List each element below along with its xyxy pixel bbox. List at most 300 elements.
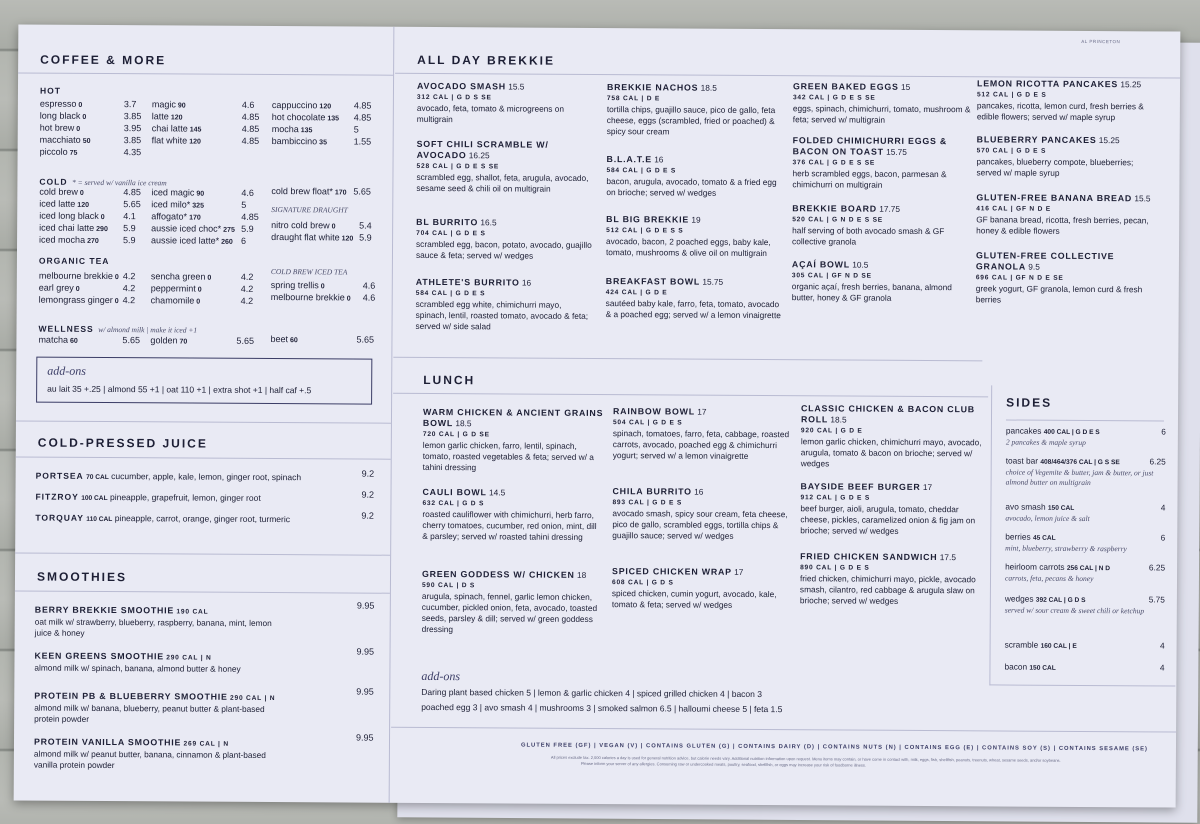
drink-name (39, 187, 83, 197)
menu-item-calories: 920 CAL | G D E (800, 427, 863, 435)
divider (16, 456, 391, 459)
menu-item-calories: 758 CAL | D E (606, 95, 661, 103)
drink-price: 5.4 (359, 220, 372, 231)
drink-calories: 90 (196, 190, 205, 198)
drink-price: 4.2 (240, 283, 254, 294)
menu-item-calories: 590 CAL | D S (421, 581, 476, 590)
drink-name (271, 292, 351, 302)
drink-calories: 0 (76, 125, 81, 133)
signature-draught-label: SIGNATURE DRAUGHT (271, 205, 348, 215)
menu-item-calories: 720 CAL | G D SE (422, 430, 490, 439)
drink-calories: 50 (82, 137, 91, 145)
drink-calories: 0 (207, 274, 212, 282)
drink-name (152, 111, 183, 121)
divider (393, 393, 988, 398)
side-description: mint, blueberry, strawberry & raspberry (1005, 543, 1127, 554)
juice-description: pineapple, carrot, orange, ginger root, turmeric (114, 513, 291, 525)
menu-item-description: half serving of both avocado smash & GF collective granola (792, 225, 945, 247)
drink-label: affogato* (151, 211, 188, 222)
juice-item (35, 513, 290, 525)
menu-item-price: 15.5 (508, 81, 525, 92)
coffee-addons-box (36, 357, 372, 405)
drink-price: 4.2 (122, 283, 136, 294)
drink-name (38, 335, 77, 345)
menu-item (423, 407, 605, 474)
menu-item-description: avocado, feta, tomato & microgreens on multigrain (416, 102, 565, 125)
drink-label: cold brew (39, 186, 78, 197)
menu-item-description: bacon, arugula, avocado, tomato & a fried egg on brioche; served w/ wedges (606, 176, 777, 198)
menu-item-description: roasted cauliflower with chimichurri, herb farro, cherry tomatoes, cucumber, red onion, mint, dill & parsley; served w/ roasted tahini dressing (422, 508, 597, 542)
side-name: scramble (1004, 639, 1039, 650)
menu-item-description: GF banana bread, ricotta, fresh berries, pecan, honey & edible flowers (976, 214, 1149, 236)
drink-price: 5.65 (236, 335, 255, 346)
drink-calories: 260 (221, 238, 233, 246)
menu-item-price: 16 (521, 277, 532, 288)
menu-item (416, 139, 594, 195)
drink-label: flat white (151, 135, 188, 146)
drink-calories: 0 (75, 285, 80, 293)
side-item (1005, 561, 1171, 584)
side-name: berries (1005, 531, 1031, 542)
drink-label: chai latte (151, 123, 188, 134)
menu-item-name: ATHLETE'S BURRITO (415, 276, 520, 288)
drink-price: 3.85 (123, 111, 142, 122)
drink-price: 5.65 (123, 199, 141, 210)
menu-item (793, 81, 971, 126)
drink-price: 5.9 (123, 235, 136, 246)
side-header (1006, 425, 1172, 438)
menu-item-name: GREEN GODDESS W/ CHICKEN (422, 568, 575, 580)
lunch-addons-title: add-ons (421, 668, 461, 684)
juice-name: FITZROY (35, 491, 79, 502)
drink-calories: 135 (300, 127, 313, 135)
menu-item-price: 15.75 (886, 146, 907, 157)
menu-item-name: RAINBOW BOWL (612, 406, 695, 417)
menu-item-name: GREEN BAKED EGGS (792, 81, 899, 92)
drink-calories: 120 (189, 138, 201, 146)
juice-item (36, 471, 302, 483)
juice-calories: 70 CAL (86, 473, 109, 482)
drink-name (272, 100, 331, 110)
menu-item-price: 16.5 (480, 217, 497, 228)
menu-item-price: 18.5 (700, 82, 717, 93)
brekkie-section-title: ALL DAY BREKKIE (417, 52, 556, 68)
menu-item-price: 10.5 (852, 259, 869, 270)
drink-price: 5.65 (353, 186, 371, 197)
divider (18, 72, 393, 75)
menu-item (792, 135, 970, 191)
drink-calories: 35 (319, 139, 328, 147)
drinks-column (14, 24, 395, 802)
menu-item-calories: 305 CAL | GF N D SE (791, 272, 872, 280)
menu-item-calories: 912 CAL | G D E S (800, 494, 871, 502)
side-price: 6.25 (1148, 562, 1166, 573)
smoothies-section-title: SMOOTHIES (36, 569, 128, 585)
menu-item-calories: 584 CAL | G D E S (606, 167, 677, 175)
drink-label: matcha (38, 334, 69, 345)
side-item (1005, 593, 1171, 616)
drink-calories: 275 (223, 226, 235, 234)
divider (395, 73, 1180, 79)
drink-label: aussie iced latte* (151, 235, 220, 246)
side-item (1004, 661, 1170, 674)
menu-item-price: 16 (694, 486, 704, 497)
menu-item-calories: 512 CAL | G D E S (976, 91, 1047, 99)
drink-name (152, 123, 202, 133)
menu-item-name: AÇAÍ BOWL (791, 259, 850, 270)
menu-item-description: spinach, tomatoes, farro, feta, cabbage, roasted carrots, avocado, poached egg & chimichurri yogurt; served w/ a lemon vinaigrette (612, 428, 790, 461)
menu-item-name: B.L.A.T.E (606, 154, 652, 165)
side-header (1005, 531, 1171, 544)
side-header (1005, 561, 1171, 574)
smoothie-item (34, 737, 284, 773)
drink-price: 4.85 (241, 211, 259, 222)
juice-calories: 110 CAL (86, 515, 113, 524)
menu-item-description: tortilla chips, guajillo sauce, pico de gallo, feta cheese, eggs (scrambled, fried or poached) & spicy sour cream (606, 104, 776, 137)
menu-item-price: 17.75 (879, 203, 901, 214)
drink-label: bambiccino (271, 136, 318, 147)
smoothie-description: oat milk w/ strawberry, blueberry, raspberry, banana, mint, lemon juice & honey (34, 616, 272, 638)
menu-item (422, 569, 604, 636)
side-calories: 45 CAL (1032, 534, 1056, 542)
menu-item-price: 14.5 (489, 487, 506, 498)
drink-name (39, 235, 99, 245)
drink-label: melbourne brekkie (38, 270, 113, 282)
smoothie-price: 9.95 (356, 600, 375, 611)
menu-item-description: eggs, spinach, chimichurri, tomato, mushroom & feta; served w/ multigrain (792, 103, 971, 125)
drink-label: earl grey (38, 282, 74, 293)
drink-name (39, 223, 108, 233)
menu-item-description: lemon garlic chicken, chimichurri mayo, avocado, arugula, tomato & bacon on brioche; served w/ wedges (800, 436, 982, 469)
drink-price: 5 (353, 124, 359, 135)
menu-item (612, 486, 794, 542)
drink-label: mocha (271, 124, 299, 135)
juice-name: PORTSEA (35, 470, 84, 481)
menu-item-name: BREKKIE BOARD (792, 203, 878, 214)
menu-item (800, 551, 982, 607)
drink-label: espresso (39, 98, 77, 109)
menu-item-calories: 632 CAL | G D S (422, 499, 485, 508)
side-item (1006, 425, 1172, 448)
drink-calories: 170 (334, 189, 347, 197)
drink-label: hot brew (39, 122, 75, 133)
menu-item-name: CAULI BOWL (422, 486, 487, 498)
drink-label: beet (270, 334, 289, 345)
drink-name (40, 135, 91, 145)
side-description: avocado, lemon juice & salt (1005, 513, 1090, 524)
drink-name (151, 295, 200, 305)
drink-name (39, 295, 119, 305)
menu-item-name: CHILA BURRITO (612, 486, 692, 497)
menu-item-name: LEMON RICOTTA PANCAKES (977, 78, 1119, 90)
side-price: 6 (1161, 426, 1166, 437)
smoothie-price: 9.95 (356, 686, 374, 697)
drink-calories: 0 (82, 113, 87, 121)
menu-item (606, 154, 784, 199)
menu-item-description: fried chicken, chimichurri mayo, pickle, avocado smash, cilantro, red cabbage & arugula slaw on brioche; served w/ wedges (799, 573, 976, 606)
drink-label: iced magic (151, 187, 195, 198)
drink-label: golden (150, 335, 178, 346)
drink-calories: 0 (346, 295, 351, 303)
drink-price: 4.85 (241, 111, 260, 122)
drink-price: 4.85 (353, 100, 372, 111)
side-description: choice of Vegemite & butter, jam & butter, or just almond butter on multigrain (1005, 467, 1154, 488)
juice-description: cucumber, apple, kale, lemon, ginger root, spinach (111, 471, 302, 483)
menu-item (801, 403, 983, 470)
juice-description: pineapple, grapefruit, lemon, ginger root (109, 492, 261, 503)
juice-calories: 100 CAL (81, 494, 108, 503)
menu-item-price: 18.5 (830, 414, 847, 425)
side-calories: 392 CAL | G D S (1035, 596, 1086, 604)
juice-item (35, 492, 260, 503)
divider (15, 590, 390, 593)
drink-calories: 0 (100, 213, 105, 221)
drink-label: iced latte (39, 198, 76, 209)
drink-name (40, 99, 82, 109)
side-item (1006, 455, 1172, 488)
drink-name (270, 334, 297, 344)
drink-name (152, 135, 201, 145)
drink-price: 3.7 (123, 99, 137, 110)
menu-item-price: 19 (691, 214, 701, 225)
smoothie-item (35, 605, 285, 641)
menu-item-description: sautéed baby kale, farro, feta, tomato, avocado & a poached egg; served w/ a lemon vinaigrette (605, 298, 781, 321)
drink-name (150, 335, 187, 345)
menu-item-name: BLUEBERRY PANCAKES (976, 134, 1097, 146)
header-note: AL PRINCETON (1081, 38, 1121, 45)
drink-price: 4.2 (122, 295, 136, 306)
drink-price: 4.6 (362, 280, 376, 291)
menu-item-price: 9.5 (1028, 261, 1040, 272)
drink-calories: 0 (78, 101, 83, 109)
drink-price: 4.85 (241, 135, 260, 146)
side-calories: 256 CAL | N D (1066, 564, 1111, 573)
drink-price: 5.65 (356, 334, 375, 345)
menu-item-price: 15.25 (1120, 79, 1142, 90)
menu-item (416, 217, 594, 262)
menu-item-name: BL BURRITO (416, 216, 479, 228)
side-name: avo smash (1005, 501, 1046, 512)
drink-calories: 325 (192, 202, 204, 210)
smoothie-name: PROTEIN VANILLA SMOOTHIE (33, 736, 182, 748)
menu-item-description: arugula, spinach, fennel, garlic lemon chicken, cucumber, pickled onion, feta, avocado, toasted seeds, parsley & dill; served w/ green goddess dressing (421, 590, 598, 635)
menu-item-description: scrambled egg, bacon, potato, avocado, guajillo sauce & feta; served w/ wedges (415, 238, 592, 261)
drink-price: 3.85 (123, 135, 142, 146)
drink-label: iced mocha (39, 234, 86, 245)
divider (1006, 419, 1164, 421)
drink-price: 4.35 (123, 147, 142, 158)
menu-item-calories: 416 CAL | GF N D E (976, 205, 1052, 213)
drink-name (152, 99, 186, 109)
menu-item (607, 82, 785, 138)
menu-item-calories: 570 CAL | G D E S (976, 147, 1047, 155)
smoothie-item (34, 651, 284, 676)
menu-item-header (417, 139, 595, 162)
smoothie-name: KEEN GREENS SMOOTHIE (34, 650, 164, 662)
menu-item-name: SOFT CHILI SCRAMBLE W/ AVOCADO (416, 138, 549, 161)
menu-item-price: 16.25 (468, 150, 490, 161)
drink-calories: 120 (341, 235, 354, 243)
drink-name (151, 187, 204, 197)
menu-item-description: pancakes, blueberry compote, blueberries; served w/ maple syrup (976, 156, 1134, 178)
cold-label: COLD (39, 176, 68, 187)
menu-item (792, 259, 970, 304)
menu-item-price: 15.75 (702, 276, 724, 287)
coffee-section-title: COFFEE & MORE (40, 52, 167, 68)
drink-label: aussie iced choc* (151, 223, 222, 234)
drink-name (40, 123, 80, 133)
drink-price: 5.9 (123, 223, 136, 234)
side-calories: 150 CAL (1029, 664, 1056, 672)
side-item (1005, 639, 1171, 652)
drink-name (40, 147, 78, 157)
drink-calories: 0 (331, 223, 336, 231)
drink-price: 4.2 (122, 271, 136, 282)
drink-name (151, 211, 201, 221)
drink-name (39, 199, 89, 209)
drink-label: sencha green (150, 271, 206, 282)
menu-item (612, 566, 794, 611)
divider (16, 420, 391, 423)
drink-name (151, 223, 235, 234)
menu-item-calories: 376 CAL | G D E S SE (792, 159, 876, 167)
drink-calories: 0 (197, 286, 202, 294)
side-name: wedges (1004, 593, 1034, 604)
hot-label: HOT (39, 85, 61, 96)
drink-price: 5 (241, 199, 247, 210)
drink-calories: 120 (170, 114, 183, 122)
menu-item-name: FOLDED CHIMICHURRI EGGS & BACON ON TOAST (792, 135, 948, 157)
juice-price: 9.2 (361, 468, 375, 479)
menu-item-description: avocado smash, spicy sour cream, feta cheese, pico de gallo, scrambled eggs, tortilla chips & guajillo sauce; served w/ wedges (612, 508, 788, 541)
drink-calories: 120 (77, 201, 90, 209)
juice-section-title: COLD-PRESSED JUICE (37, 435, 208, 451)
side-name: bacon (1004, 661, 1028, 672)
drink-calories: 120 (319, 103, 332, 111)
menu-item-price: 15.5 (1134, 193, 1151, 204)
drink-name (40, 111, 86, 121)
sides-section-title: SIDES (1006, 395, 1053, 410)
menu-item (976, 134, 1154, 179)
side-price: 5.75 (1148, 594, 1165, 605)
drink-calories: 0 (196, 298, 201, 306)
wellness-label: WELLNESS (38, 323, 94, 334)
drink-price: 4.85 (241, 123, 260, 134)
drink-label: spring trellis (270, 280, 319, 291)
drink-label: hot chocolate (271, 112, 326, 123)
menu-item-calories: 312 CAL | G D S SE (416, 93, 492, 102)
drink-calories: 270 (87, 237, 99, 245)
drink-label: long black (39, 110, 81, 121)
drink-label: latte (151, 111, 169, 122)
cold-brew-tea-label: COLD BREW ICED TEA (270, 267, 348, 277)
wellness-note: w/ almond milk | make it iced +1 (98, 324, 198, 335)
menu-item-price: 15.25 (1098, 135, 1120, 146)
menu-item-name: CLASSIC CHICKEN & BACON CLUB ROLL (800, 403, 975, 425)
side-price: 4 (1160, 502, 1166, 513)
allergen-legend: GLUTEN FREE (GF) | VEGAN (V) | CONTAINS GLUTEN (G) | CONTAINS DAIRY (D) | CONTAINS NUTS (N) | CONTAINS EGG (E) | CONTAINS SOY (S) | CONTAINS SESAME (SE) (520, 742, 1148, 753)
fine-print-2: Please inform your server of any allergies. Consuming raw or undercooked meats, poultry, seafood, shellfish, or eggs may increase your risk of foodborne illness. (580, 760, 867, 768)
menu-item-calories: 893 CAL | G D E S (612, 499, 683, 507)
drink-name (271, 186, 346, 196)
drink-calories: 0 (320, 283, 325, 291)
menu-item-calories: 584 CAL | G D E S (415, 289, 486, 298)
juice-price: 9.2 (361, 510, 374, 521)
menu-item-calories: 890 CAL | G D E S (800, 564, 870, 572)
side-name: heirloom carrots (1005, 561, 1065, 572)
drink-price: 3.95 (123, 123, 142, 134)
menu-item-name: BREKKIE NACHOS (606, 82, 699, 93)
drink-price: 4.85 (353, 112, 372, 123)
drink-label: draught flat white (271, 232, 340, 243)
menu-item-name: BL BIG BREKKIE (606, 214, 690, 225)
lunch-addons-line-1: Daring plant based chicken 5 | lemon & garlic chicken 4 | spiced grilled chicken 4 | bacon 3 (421, 686, 763, 700)
cold-note: * = served w/ vanilla ice cream (71, 177, 167, 188)
drink-price: 5.9 (359, 232, 372, 243)
menu-item (606, 276, 784, 321)
drink-calories: 75 (69, 149, 78, 157)
drink-name (39, 271, 119, 281)
drink-name (272, 112, 339, 122)
side-name: toast bar (1005, 455, 1039, 466)
drink-calories: 0 (79, 189, 84, 197)
menu-item-calories: 696 CAL | GF N D E SE (975, 274, 1064, 282)
drink-price: 4.6 (362, 292, 376, 303)
drink-calories: 60 (69, 337, 78, 345)
drink-label: lemongrass ginger (38, 294, 113, 306)
menu-item-description: scrambled egg, shallot, feta, arugula, avocado, sesame seed & chili oil on multigrain (416, 171, 589, 194)
menu-item-name: GLUTEN-FREE COLLECTIVE GRANOLA (975, 250, 1115, 272)
drink-name (271, 232, 353, 243)
juice-price: 9.2 (361, 489, 375, 500)
menu-item (792, 203, 970, 248)
menu-item-header (801, 403, 983, 426)
drink-calories: 145 (189, 126, 202, 134)
smoothie-description: almond milk w/ spinach, banana, almond butter & honey (34, 662, 241, 674)
menu-item-name: BAYSIDE BEEF BURGER (800, 481, 921, 492)
juice-name: TORQUAY (35, 512, 84, 523)
smoothie-description: almond milk w/ peanut butter, banana, cinnamon & plant-based vanilla protein powder (33, 748, 266, 771)
drink-price: 4.1 (123, 211, 136, 222)
side-header (1005, 639, 1171, 652)
divider (393, 357, 982, 362)
menu-item-description: avocado, bacon, 2 poached eggs, baby kale, tomato, mushrooms & olive oil on multigrain (605, 236, 771, 259)
smoothie-calories: 269 CAL | N (183, 740, 229, 748)
menu-item (977, 78, 1155, 123)
menu-item-calories: 504 CAL | G D E S (612, 419, 683, 427)
drink-name (272, 136, 327, 146)
menu-item-description: scrambled egg white, chimichurri mayo, spinach, lentil, roasted tomato, avocado & feta; served w/ side salad (415, 298, 589, 332)
menu-item-calories: 608 CAL | G D S (611, 579, 674, 587)
drink-name (151, 271, 212, 281)
addons-title: add-ons (47, 363, 86, 378)
menu-item-description: organic açaí, fresh berries, banana, almond butter, honey & GF granola (791, 281, 952, 303)
menu-item-description: greek yogurt, GF granola, lemon curd & fresh berries (975, 283, 1143, 305)
menu-item (416, 277, 594, 333)
side-item (1005, 531, 1171, 554)
menu-item-header (976, 250, 1154, 273)
divider (15, 552, 390, 555)
side-calories: 160 CAL | E (1040, 642, 1077, 650)
menu-item-name: BREAKFAST BOWL (605, 276, 701, 287)
drink-label: chamomile (150, 295, 195, 306)
drink-calories: 90 (177, 102, 186, 110)
menu-item-price: 17 (734, 566, 744, 577)
menu-item-header (423, 407, 605, 430)
smoothie-name: BERRY BREKKIE SMOOTHIE (34, 604, 175, 616)
drink-name (271, 220, 335, 230)
drink-price: 1.55 (353, 136, 372, 147)
